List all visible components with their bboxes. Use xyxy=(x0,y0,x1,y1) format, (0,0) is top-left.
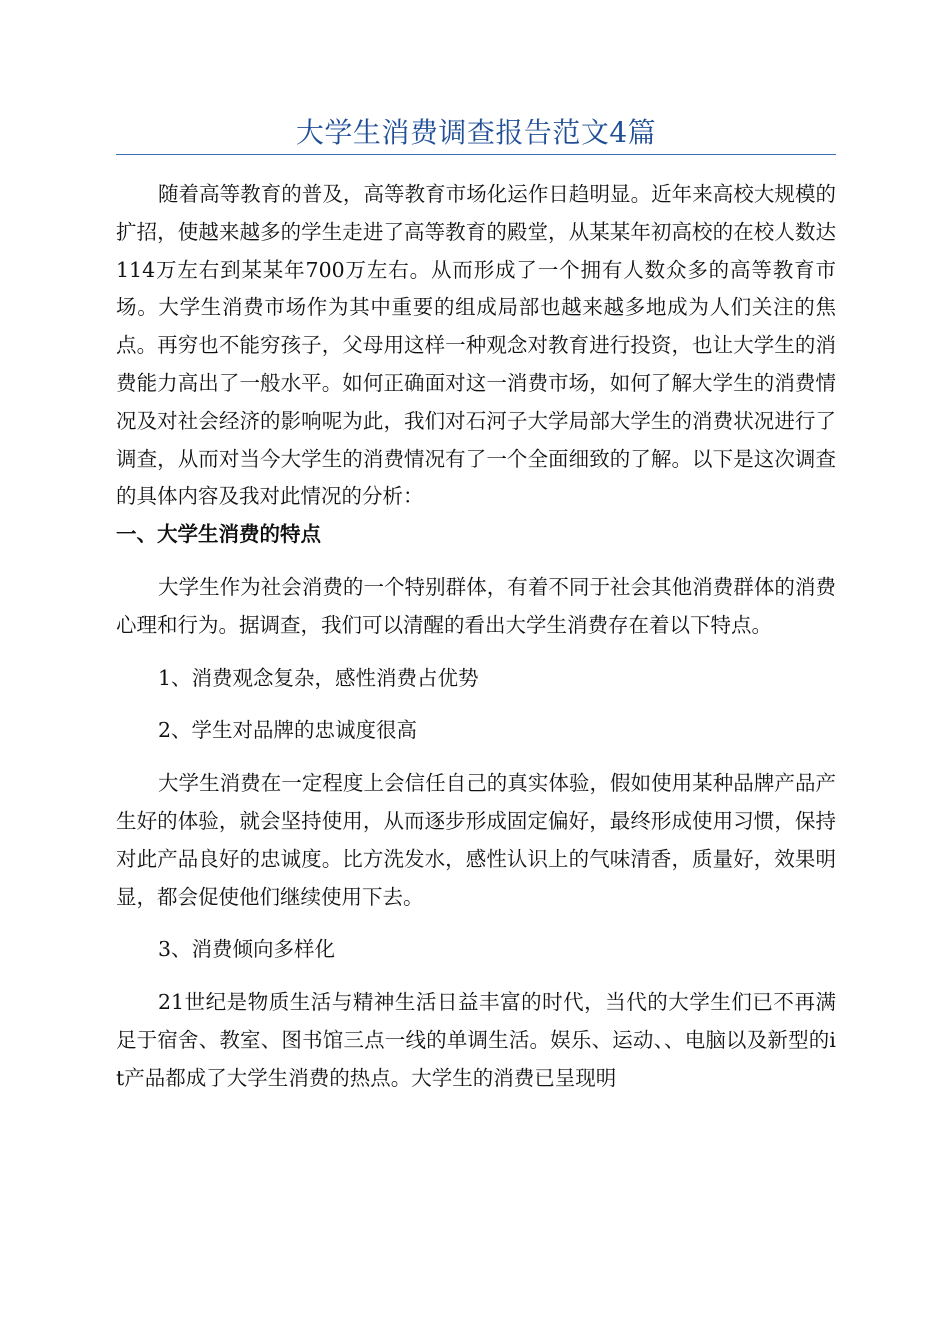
document-page xyxy=(116,0,836,1344)
brand-loyalty-paragraph: 大学生消费在一定程度上会信任自己的真实体验，假如使用某种品牌产品产生好的体验，就会坚持使用，从而逐步形成固定偏好，最终形成使用习惯，保持对此产品良好的忠诚度。比方洗发水，感性认识上的气味清香，质量好，效果明显，都会促使他们继续使用下去。 xyxy=(116,771,836,909)
intro-paragraph: 随着高等教育的普及，高等教育市场化运作日趋明显。近年来高校大规模的扩招，使越来越多的学生走进了高等教育的殿堂，从某某年初高校的在校人数达114万左右到某某年700万左右。从而形成了一个拥有人数众多的高等教育市场。大学生消费市场作为其中重要的组成局部也越来越多地成为人们关注的焦点。再穷也不能穷孩子，父母用这样一种观念对教育进行投资，也让大学生的消费能力高出了一般水平。如何正确面对这一消费市场，如何了解大学生的消费情况及对社会经济的影响呢为此，我们对石河子大学局部大学生的消费状况进行了调查，从而对当今大学生的消费情况有了一个全面细致的了解。以下是这次调查的具体内容及我对此情况的分析： xyxy=(116,182,836,509)
document-body xyxy=(116,176,836,1098)
subheading-2: 2、学生对品牌的忠诚度很高 xyxy=(158,718,418,743)
diversification-paragraph: 21世纪是物质生活与精神生活日益丰富的时代，当代的大学生们已不再满足于宿舍、教室、图书馆三点一线的单调生活。娱乐、运动、、电脑以及新型的it产品都成了大学生消费的热点。大学生的消费已呈现明 xyxy=(116,990,836,1090)
title-underline xyxy=(116,154,836,155)
subheading-3: 3、消费倾向多样化 xyxy=(158,937,336,962)
subheading-1: 1、消费观念复杂，感性消费占优势 xyxy=(158,665,479,690)
section-heading-1: 一、大学生消费的特点 xyxy=(116,522,321,547)
document-title: 大学生消费调查报告范文4篇 xyxy=(295,116,657,149)
section-1-paragraph: 大学生作为社会消费的一个特别群体，有着不同于社会其他消费群体的消费心理和行为。据调查，我们可以清醒的看出大学生消费存在着以下特点。 xyxy=(116,574,836,637)
